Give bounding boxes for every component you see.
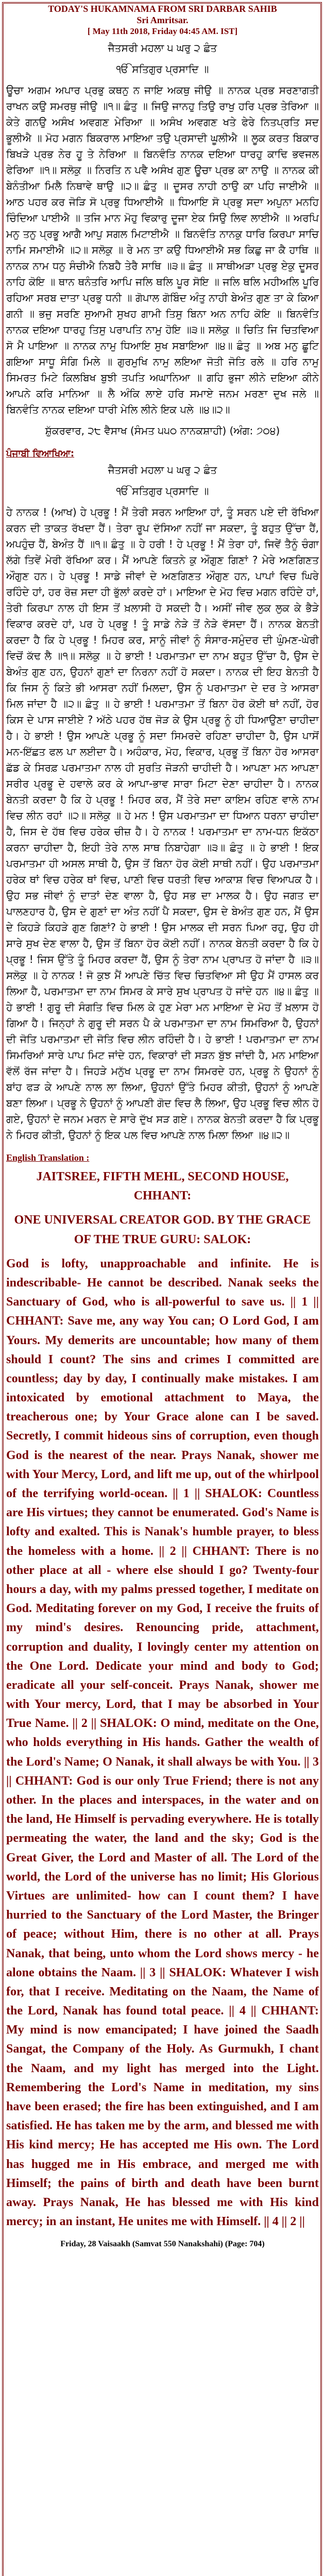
english-heading-1: JAITSREE, FIFTH MEHL, SECOND HOUSE, CHHANT: [36,1170,289,1203]
punjabi-meaning: ਹੇ ਨਾਨਕ ! (ਆਖ) ਹੇ ਪ੍ਰਭੂ ! ਮੈਂ ਤੇਰੀ ਸਰਨ ਆਇਆ ਹਾਂ, ਤੂੰ ਸਰਨ ਪਏ ਦੀ ਰੱਖਿਆ ਕਰਨ ਦੀ ਤਾਕਤ ਰੱਖਦਾ ਹੈਂ। ਤੇਰਾ ਰੂਪ ਦੱਸਿਆ ਨਹੀਂ ਜਾ ਸਕਦਾ, ਤੂੰ ਬਹੁਤ ਉੱਚਾ ਹੈਂ, ਅਪਹੁੰਚ ਹੈਂ, ਬੇਅੰਤ ਹੈਂ ॥੧॥ ਛੰਤੁ ॥ ਹੇ ਹਰੀ ! ਹੇ ਪ੍ਰਭੂ ! ਮੈਂ ਤੇਰਾ ਹਾਂ, ਜਿਵੇਂ ਤੈਨੂੰ ਚੰਗਾ ਲੱਗੇ ਤਿਵੇਂ ਮੇਰੀ ਰੱਖਿਆ ਕਰ। ਮੈਂ ਆਪਣੇ ਕਿਤਨੇ ਕੁ ਔਗੁਣ ਗਿਣਾਂ ? ਮੇਰੇ ਅਣਗਿਣਤ ਔਗੁਣ ਹਨ। ਹੇ ਪ੍ਰਭੂ ! ਸਾਡੇ ਜੀਵਾਂ ਦੇ ਅਣਗਿਣਤ ਔਗੁਣ ਹਨ, ਪਾਪਾਂ ਵਿਚ ਘਿਰੇ ਰਹਿੰਦੇ ਹਾਂ, ਹਰ ਰੋਜ਼ ਸਦਾ ਹੀ ਭੁੱਲਾਂ ਕਰਦੇ ਹਾਂ। ਮਾਇਆ ਦੇ ਮੋਹ ਵਿਚ ਮਗਨ ਰਹਿੰਦੇ ਹਾਂ, ਤੇਰੀ ਕਿਰਪਾ ਨਾਲ ਹੀ ਇਸ ਤੋਂ ਖ਼ਲਾਸੀ ਹੋ ਸਕਦੀ ਹੈ। ਅਸੀਂ ਜੀਵ ਲੁਕ ਲੁਕ ਕੇ ਭੈੜੇ ਵਿਕਾਰ ਕਰਦੇ ਹਾਂ, ਪਰ ਹੇ ਪ੍ਰਭੂ ! ਤੂੰ ਸਾਡੇ ਨੇੜੇ ਤੋਂ ਨੇੜੇ ਵੱਸਦਾ ਹੈਂ। ਨਾਨਕ ਬੇਨਤੀ ਕਰਦਾ ਹੈ ਕਿ ਹੇ ਪ੍ਰਭੂ ! ਮਿਹਰ ਕਰ, ਸਾਨੂੰ ਜੀਵਾਂ ਨੂੰ ਸੰਸਾਰ-ਸਮੁੰਦਰ ਦੀ ਘੁੰਮਣ-ਘੇਰੀ ਵਿਚੋਂ ਕੱਢ ਲੈ ॥੧॥ ਸਲੋਕੁ ॥ ਹੇ ਭਾਈ ! ਪਰਮਾਤਮਾ ਦਾ ਨਾਮ ਬਹੁਤ ਉੱਚਾ ਹੈ, ਉਸ ਦੇ ਬੇਅੰਤ ਗੁਣ ਹਨ, ਉਹਨਾਂ ਗੁਣਾਂ ਦਾ ਨਿਰਨਾ ਨਹੀਂ ਹੋ ਸਕਦਾ। ਨਾਨਕ ਦੀ ਇਹ ਬੇਨਤੀ ਹੈ ਕਿ ਜਿਸ ਨੂੰ ਕਿਤੇ ਭੀ ਆਸਰਾ ਨਹੀਂ ਮਿਲਦਾ, ਉਸ ਨੂੰ ਪਰਮਾਤਮਾ ਦੇ ਦਰ ਤੇ ਆਸਰਾ ਮਿਲ ਜਾਂਦਾ ਹੈ ॥੨॥ ਛੰਤੁ ॥ ਹੇ ਭਾਈ ! ਪਰਮਾਤਮਾ ਤੋਂ ਬਿਨਾ ਹੋਰ ਕੋਈ ਥਾਂ ਨਹੀਂ, ਹੋਰ ਕਿਸ ਦੇ ਪਾਸ ਜਾਈਏ ? ਅੱਠੇ ਪਹਰ ਹੱਥ ਜੋੜ ਕੇ ਉਸ ਪ੍ਰਭੂ ਨੂੰ ਹੀ ਧਿਆਉਣਾ ਚਾਹੀਦਾ ਹੈ। ਹੇ ਭਾਈ ! ਉਸ ਆਪਣੇ ਪ੍ਰਭੂ ਨੂੰ ਸਦਾ ਸਿਮਰਦੇ ਰਹਿਣਾ ਚਾਹੀਦਾ ਹੈ, ਉਸ ਪਾਸੋਂ ਮਨ-ਇੱਛਤ ਫਲ ਪਾ ਲਈਦਾ ਹੈ। ਅਹੰਕਾਰ, ਮੋਹ, ਵਿਕਾਰ, ਪ੍ਰਭੂ ਤੋਂ ਬਿਨਾ ਹੋਰ ਆਸਰਾ ਛੱਡ ਕੇ ਸਿਰਫ਼ ਪਰਮਾਤਮਾ ਨਾਲ ਹੀ ਸੁਰਤਿ ਜੋੜਨੀ ਚਾਹੀਦੀ ਹੈ। ਆਪਣਾ ਮਨ ਆਪਣਾ ਸਰੀਰ ਪ੍ਰਭੂ ਦੇ ਹਵਾਲੇ ਕਰ ਕੇ ਆਪਾ-ਭਾਵ ਸਾਰਾ ਮਿਟਾ ਦੇਣਾ ਚਾਹੀਦਾ ਹੈ। ਨਾਨਕ ਬੇਨਤੀ ਕਰਦਾ ਹੈ ਕਿ ਹੇ ਪ੍ਰਭੂ ! ਮਿਹਰ ਕਰ, ਮੈਂ ਤੇਰੇ ਸਦਾ ਕਾਇਮ ਰਹਿਣ ਵਾਲੇ ਨਾਮ ਵਿਚ ਲੀਨ ਰਹਾਂ ॥੨॥ ਸਲੋਕੁ ॥ ਹੇ ਮਨ ! ਉਸ ਪਰਮਾਤਮਾ ਦਾ ਧਿਆਨ ਧਰਨਾ ਚਾਹੀਦਾ ਹੈ, ਜਿਸ ਦੇ ਹੱਥ ਵਿਚ ਹਰੇਕ ਚੀਜ਼ ਹੈ। ਹੇ ਨਾਨਕ ! ਪਰਮਾਤਮਾ ਦਾ ਨਾਮ-ਧਨ ਇਕੱਠਾ ਕਰਨਾ ਚਾਹੀਦਾ ਹੈ, ਇਹੀ ਤੇਰੇ ਨਾਲ ਸਾਥ ਨਿਬਾਹੇਗਾ ॥੩॥ ਛੰਤੁ ॥ ਹੇ ਭਾਈ ! ਇਕ ਪਰਮਾਤਮਾ ਹੀ ਅਸਲ ਸਾਥੀ ਹੈ, ਉਸ ਤੋਂ ਬਿਨਾ ਹੋਰ ਕੋਈ ਸਾਥੀ ਨਹੀਂ। ਉਹ ਪਰਮਾਤਮਾ ਹਰੇਕ ਥਾਂ ਵਿਚ ਹਰੇਕ ਥਾਂ ਵਿਚ, ਪਾਣੀ ਵਿਚ ਧਰਤੀ ਵਿਚ ਆਕਾਸ਼ ਵਿਚ ਵਿਆਪਕ ਹੈ। ਉਹ ਸਭ ਜੀਵਾਂ ਨੂੰ ਦਾਤਾਂ ਦੇਣ ਵਾਲਾ ਹੈ, ਉਹ ਸਭ ਦਾ ਮਾਲਕ ਹੈ। ਉਹ ਜਗਤ ਦਾ ਪਾਲਣਹਾਰ ਹੈ, ਉਸ ਦੇ ਗੁਣਾਂ ਦਾ ਅੰਤ ਨਹੀਂ ਪੈ ਸਕਦਾ, ਉਸ ਦੇ ਬੇਅੰਤ ਗੁਣ ਹਨ, ਮੈਂ ਉਸ ਦੇ ਕਿਹੜੇ ਕਿਹੜੇ ਗੁਣ ਗਿਣਾਂ? ਹੇ ਭਾਈ ! ਉਸ ਮਾਲਕ ਦੀ ਸਰਨ ਪਿਆ ਰਹੁ, ਉਹ ਹੀ ਸਾਰੇ ਸੁਖ ਦੇਣ ਵਾਲਾ ਹੈ, ਉਸ ਤੋਂ ਬਿਨਾ ਹੋਰ ਕੋਈ ਨਹੀਂ। ਨਾਨਕ ਬੇਨਤੀ ਕਰਦਾ ਹੈ ਕਿ ਹੇ ਪ੍ਰਭੂ ! ਜਿਸ ਉੱਤੇ ਤੂੰ ਮਿਹਰ ਕਰਦਾ ਹੈਂ, ਉਸ ਨੂੰ ਤੇਰਾ ਨਾਮ ਪ੍ਰਾਪਤ ਹੋ ਜਾਂਦਾ ਹੈ ॥੩॥ ਸਲੋਕੁ ॥ ਹੇ ਨਾਨਕ ! ਜੋ ਕੁਝ ਮੈਂ ਆਪਣੇ ਚਿੱਤ ਵਿਚ ਚਿਤਵਿਆ ਸੀ ਉਹ ਮੈਂ ਹਾਸਲ ਕਰ ਲਿਆ ਹੈ, ਪਰਮਾਤਮਾ ਦਾ ਨਾਮ ਸਿਮਰ ਕੇ ਸਾਰੇ ਸੁਖ ਪ੍ਰਾਪਤ ਹੋ ਜਾਂਦੇ ਹਨ ॥੪॥ ਛੰਤੁ ॥ ਹੇ ਭਾਈ ! ਗੁਰੂ ਦੀ ਸੰਗਤਿ ਵਿਚ ਮਿਲ ਕੇ ਹੁਣ ਮੇਰਾ ਮਨ ਮਾਇਆ ਦੇ ਮੋਹ ਤੋਂ ਖ਼ਲਾਸ ਹੋ ਗਿਆ ਹੈ। ਜਿਨ੍ਹਾਂ ਨੇ ਗੁਰੂ ਦੀ ਸਰਨ ਪੈ ਕੇ ਪਰਮਾਤਮਾ ਦਾ ਨਾਮ ਸਿਮਰਿਆ ਹੈ, ਉਹਨਾਂ ਦੀ ਜੋਤਿ ਪਰਮਾਤਮਾ ਦੀ ਜੋਤਿ ਵਿਚ ਲੀਨ ਰਹਿੰਦੀ ਹੈ। ਹੇ ਭਾਈ ! ਪਰਮਾਤਮਾ ਦਾ ਨਾਮ ਸਿਮਰਿਆਂ ਸਾਰੇ ਪਾਪ ਮਿਟ ਜਾਂਦੇ ਹਨ, ਵਿਕਾਰਾਂ ਦੀ ਸੜਨ ਬੁੱਝ ਜਾਂਦੀ ਹੈ, ਮਨ ਮਾਇਆ ਵੱਲੋਂ ਰੱਜ ਜਾਂਦਾ ਹੈ। ਜਿਹੜੇ ਮਨੁੱਖ ਪ੍ਰਭੂ ਦਾ ਨਾਮ ਸਿਮਰਦੇ ਹਨ, ਪ੍ਰਭੂ ਨੇ ਉਹਨਾਂ ਨੂੰ ਬਾਂਹ ਫੜ ਕੇ ਆਪਣੇ ਨਾਲ ਲਾ ਲਿਆ, ਉਹਨਾਂ ਉੱਤੇ ਮਿਹਰ ਕੀਤੀ, ਉਹਨਾਂ ਨੂੰ ਆਪਣੇ ਬਣਾ ਲਿਆ। ਪ੍ਰਭੂ ਨੇ ਉਹਨਾਂ ਨੂੰ ਆਪਣੀ ਗੋਦ ਵਿਚ ਲੈ ਲਿਆ, ਉਹ ਪ੍ਰਭੂ ਵਿਚ ਲੀਨ ਹੋ ਗਏ, ਉਹਨਾਂ ਦੇ ਜਨਮ ਮਰਨ ਦੇ ਸਾਰੇ ਦੁੱਖ ਸੜ ਗਏ। ਨਾਨਕ ਬੇਨਤੀ ਕਰਦਾ ਹੈ ਕਿ ਪ੍ਰਭੂ ਨੇ ਮਿਹਰ ਕੀਤੀ, ਉਹਨਾਂ ਨੂੰ ਇਕ ਪਲ ਵਿਚ ਆਪਣੇ ਨਾਲ ਮਿਲਾ ਲਿਆ ॥੪॥੨॥ [6,506,319,1141]
english-heading-2: ONE UNIVERSAL CREATOR GOD. BY THE GRACE OF THE TRUE GURU: SALOK: [14,1213,311,1246]
page-border [2,2,322,2576]
meaning-title: ਜੈਤਸਰੀ ਮਹਲਾ ੫ ਘਰੁ ੨ ਛੰਤ [108,464,217,476]
page-subtitle: Sri Amritsar. [136,15,189,25]
english-body: God is lofty, unapproachable and infinite. He is indescribable- He cannot be described. Nanak seeks the Sanctuary of God, who is all-powerful to save us. || 1 || CHHANT: Save me, any way You can; O Lord God, I am Yours. My demerits are uncountable; how many of them should I count? The sins and crimes I committed are countless; day by day, I continually make mistakes. I am intoxicated by emotional attachment to Maya, the treacherous one; by Your Grace alone can I be saved. Secretly, I commit hideous sins of corruption, even though God is the nearest of the near. Prays Nanak, shower me with Your Mercy, Lord, and lift me up, out of the whirlpool of the terrifying world-ocean. || 1 || SHALOK: Countless are His virtues; they cannot be enumerated. God's Name is lofty and exalted. This is Nanak's humble prayer, to bless the homeless with a home. || 2 || CHHANT: There is no other place at all - where else should I go? Twenty-four hours a day, with my palms pressed together, I meditate on God. Meditating forever on my God, I receive the fruits of my mind's desires. Renouncing pride, attachment, corruption and duality, I lovingly center my attention on the One Lord. Dedicate your mind and body to God; eradicate all your self-conceit. Prays Nanak, shower me with Your mercy, Lord, that I may be absorbed in Your True Name. || 2 || SHALOK: O mind, meditate on the One, who holds everything in His hands. Gather the wealth of the Lord's Name; O Nanak, it shall always be with You. || 3 || CHHANT: God is our only True Friend; there is not any other. In the places and interspaces, in the water and on the land, He Himself is pervading everywhere. He is totally permeating the water, the land and the sky; God is the Great Giver, the Lord and Master of all. The Lord of the world, the Lord of the universe has no limit; His Glorious Virtues are unlimited- how can I count them? I have hurried to the Sanctuary of the Lord Master, the Bringer of peace; without Him, there is no other at all. Prays Nanak, that being, unto whom the Lord shows mercy - he alone obtains the Naam. || 3 || SHALOK: Whatever I wish for, that I receive. Meditating on the Naam, the Name of the Lord, Nanak has found total peace. || 4 || CHHANT: My mind is now emancipated; I have joined the Saadh Sangat, the Company of the Holy. As Gurmukh, I chant the Naam, and my light has merged into the Light. Remembering the Lord's Name in meditation, my sins have been erased; the fire has been extinguished, and I am satisfied. He has taken me by the arm, and blessed me with His kind mercy; He has accepted me His own. The Lord has hugged me in His embrace, and merged me with Himself; the pains of birth and death have been burnt away. Prays Nanak, He has blessed me with His kind mercy; in an instant, He unites me with Himself. || 4 || 2 || [6,1257,319,2229]
gurmukhi-title: ਜੈਤਸਰੀ ਮਹਲਾ ੫ ਘਰੁ ੨ ਛੰਤ [108,42,217,54]
gurmukhi-onkar: ੴ ਸਤਿਗੁਰ ਪ੍ਰਸਾਦਿ ॥ [116,63,209,75]
page-title: TODAY'S HUKAMNAMA FROM SRI DARBAR SAHIB [48,4,277,14]
english-translation-label: English Translation : [6,1153,90,1163]
gurmukhi-ang: ਸ਼ੁੱਕਰਵਾਰ, ੨੮ ਵੈਸਾਖ (ਸੰਮਤ ੫੫੦ ਨਾਨਕਸ਼ਾਹੀ) (ਅੰਗ: ੭੦੪) [45,425,280,437]
meaning-onkar: ੴ ਸਤਿਗੁਰ ਪ੍ਰਸਾਦਿ ॥ [116,485,209,497]
dateline: [ May 11th 2018, Friday 04:45 AM. IST] [87,26,238,36]
gurmukhi-hukamnama: ਊਚਾ ਅਗਮ ਅਪਾਰ ਪ੍ਰਭੁ ਕਥਨੁ ਨ ਜਾਇ ਅਕਥੁ ਜੀਉ ॥ ਨਾਨਕ ਪ੍ਰਭ ਸਰਣਾਗਤੀ ਰਾਖਨ ਕਉ ਸਮਰਥੁ ਜੀਉ ॥੧॥ ਛੰਤੁ ॥ ਜਿਉ ਜਾਨਹੁ ਤਿਉ ਰਾਖੁ ਹਰਿ ਪ੍ਰਭ ਤੇਰਿਆ ॥ ਕੇਤੇ ਗਨਉ ਅਸੰਖ ਅਵਗਣ ਮੇਰਿਆ ॥ ਅਸੰਖ ਅਵਗਣ ਖਤੇ ਫੇਰੇ ਨਿਤਪ੍ਰਤਿ ਸਦ ਭੂਲੀਐ ॥ ਮੋਹ ਮਗਨ ਬਿਕਰਾਲ ਮਾਇਆ ਤਉ ਪ੍ਰਸਾਦੀ ਘੂਲੀਐ ॥ ਲੂਕ ਕਰਤ ਬਿਕਾਰ ਬਿਖੜੇ ਪ੍ਰਭ ਨੇਰ ਹੂ ਤੇ ਨੇਰਿਆ ॥ ਬਿਨਵੰਤਿ ਨਾਨਕ ਦਇਆ ਧਾਰਹੁ ਕਾਢਿ ਭਵਜਲ ਫੇਰਿਆ ॥੧॥ ਸਲੋਕੁ ॥ ਨਿਰਤਿ ਨ ਪਵੈ ਅਸੰਖ ਗੁਣ ਊਚਾ ਪ੍ਰਭ ਕਾ ਨਾਉ ॥ ਨਾਨਕ ਕੀ ਬੇਨੰਤੀਆ ਮਿਲੈ ਨਿਥਾਵੇ ਥਾਉ ॥੨॥ ਛੰਤੁ ॥ ਦੂਸਰ ਨਾਹੀ ਠਾਉ ਕਾ ਪਹਿ ਜਾਈਐ ॥ ਆਠ ਪਹਰ ਕਰ ਜੋੜਿ ਸੋ ਪ੍ਰਭੁ ਧਿਆਈਐ ॥ ਧਿਆਇ ਸੋ ਪ੍ਰਭੁ ਸਦਾ ਅਪੁਨਾ ਮਨਹਿ ਚਿੰਦਿਆ ਪਾਈਐ ॥ ਤਜਿ ਮਾਨ ਮੋਹੁ ਵਿਕਾਰੁ ਦੂਜਾ ਏਕ ਸਿਉ ਲਿਵ ਲਾਈਐ ॥ ਅਰਪਿ ਮਨੁ ਤਨੁ ਪ੍ਰਭੂ ਆਗੈ ਆਪੁ ਸਗਲ ਮਿਟਾਈਐ ॥ ਬਿਨਵੰਤਿ ਨਾਨਕੁ ਧਾਰਿ ਕਿਰਪਾ ਸਾਚਿ ਨਾਮਿ ਸਮਾਈਐ ॥੨॥ ਸਲੋਕੁ ॥ ਰੇ ਮਨ ਤਾ ਕਉ ਧਿਆਈਐ ਸਭ ਕਿਛੁ ਜਾ ਕੈ ਹਾਥਿ ॥ ਨਾਨਕ ਨਾਮ ਧਨੁ ਸੰਚੀਐ ਨਿਬਹੈ ਤੇਰੈ ਸਾਥਿ ॥੩॥ ਛੰਤੁ ॥ ਸਾਥੀਅੜਾ ਪ੍ਰਭੁ ਏਕੁ ਦੂਸਰ ਨਾਹਿ ਕੋਇ ॥ ਥਾਨ ਥਨੰਤਰਿ ਆਪਿ ਜਲਿ ਥਲਿ ਪੂਰ ਸੋਇ ॥ ਜਲਿ ਥਲਿ ਮਹੀਅਲਿ ਪੂਰਿ ਰਹਿਆ ਸਰਬ ਦਾਤਾ ਪ੍ਰਭੁ ਧਨੀ ॥ ਗੋਪਾਲ ਗੋਬਿੰਦ ਅੰਤੁ ਨਾਹੀ ਬੇਅੰਤ ਗੁਣ ਤਾ ਕੇ ਕਿਆ ਗਨੀ ॥ ਭਜੁ ਸਰਣਿ ਸੁਆਮੀ ਸੁਖਹ ਗਾਮੀ ਤਿਸੁ ਬਿਨਾ ਅਨ ਨਾਹਿ ਕੋਇ ॥ ਬਿਨਵੰਤਿ ਨਾਨਕ ਦਇਆ ਧਾਰਹੁ ਤਿਸੁ ਪਰਾਪਤਿ ਨਾਮੁ ਹੋਇ ॥੩॥ ਸਲੋਕੁ ॥ ਚਿਤਿ ਜਿ ਚਿਤਵਿਆ ਸੋ ਮੈ ਪਾਇਆ ॥ ਨਾਨਕ ਨਾਮੁ ਧਿਆਇ ਸੁਖ ਸਬਾਇਆ ॥੪॥ ਛੰਤੁ ॥ ਅਬ ਮਨੁ ਛੂਟਿ ਗਇਆ ਸਾਧੂ ਸੰਗਿ ਮਿਲੇ ॥ ਗੁਰਮੁਖਿ ਨਾਮੁ ਲਇਆ ਜੋਤੀ ਜੋਤਿ ਰਲੇ ॥ ਹਰਿ ਨਾਮੁ ਸਿਮਰਤ ਮਿਟੇ ਕਿਲਬਿਖ ਬੁਝੀ ਤਪਤਿ ਅਘਾਨਿਆ ॥ ਗਹਿ ਭੁਜਾ ਲੀਨੇ ਦਇਆ ਕੀਨੇ ਆਪਨੇ ਕਰਿ ਮਾਨਿਆ ॥ ਲੈ ਅੰਕਿ ਲਾਏ ਹਰਿ ਸਮਾਏ ਜਨਮ ਮਰਣਾ ਦੁਖ ਜਲੇ ॥ ਬਿਨਵੰਤਿ ਨਾਨਕ ਦਇਆ ਧਾਰੀ ਮੇਲਿ ਲੀਨੇ ਇਕ ਪਲੇ ॥੪॥੨॥ [6,84,319,416]
footer-date: Friday, 28 Vaisaakh (Samvat 550 Nanakshahi) (Page: 704) [60,2240,265,2249]
punjabi-explanation-link[interactable]: ਪੰਜਾਬੀ ਵਿਆਖਿਆ: [6,448,75,459]
